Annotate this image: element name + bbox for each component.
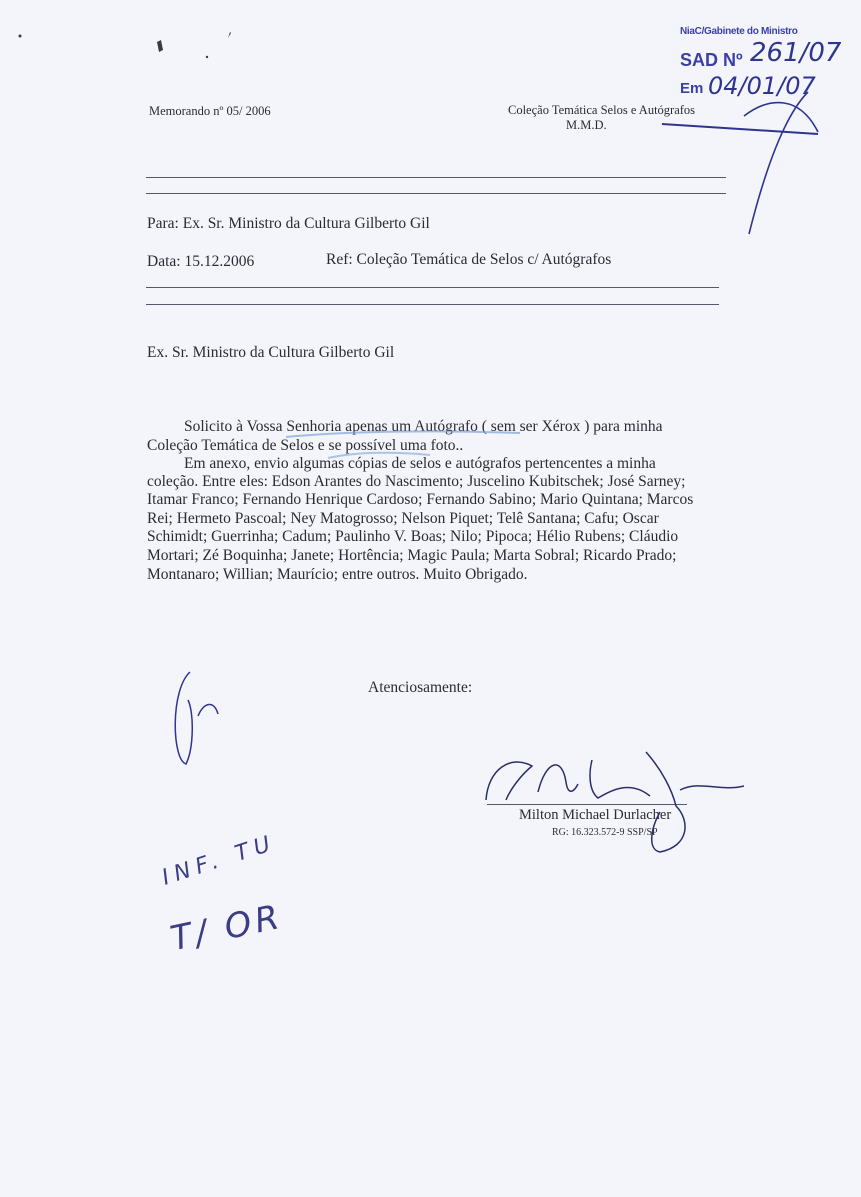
signer-name: Milton Michael Durlacher — [519, 807, 672, 823]
scan-specks — [19, 32, 232, 58]
handwritten-annotation: T/ OR — [167, 896, 287, 960]
body-line: Mortari; Zé Boquinha; Janete; Hortência; Magic Paula; Marta Sobral; Ricardo Prado; — [147, 547, 677, 564]
initials-mark — [175, 672, 218, 764]
stamp-em-date: 04/01/07 — [708, 72, 816, 100]
stamp-em-label: Em — [680, 80, 704, 97]
body-line: Em anexo, envio algumas cópias de selos e autógrafos pertencentes a minha — [184, 455, 656, 472]
org-name: Coleção Temática Selos e Autógrafos — [508, 103, 696, 117]
stamp-sad-number: 261/07 — [750, 38, 842, 68]
org-initials: M.M.D. — [566, 118, 607, 132]
highlight-mark — [328, 453, 430, 458]
body-line: Rei; Hermeto Pascoal; Ney Matogrosso; Nelson Piquet; Telê Santana; Cafu; Oscar — [147, 510, 659, 527]
signature-scribble — [486, 752, 744, 852]
body-line: Montanaro; Willian; Maurício; entre outros. Muito Obrigado. — [147, 566, 528, 583]
body-line: coleção. Entre eles: Edson Arantes do Nascimento; Juscelino Kubitschek; José Sarney; — [147, 473, 686, 490]
stamp-pen-stroke — [749, 92, 808, 234]
closing: Atenciosamente: — [368, 679, 473, 696]
stamp-sad-label: SAD Nº — [680, 50, 743, 70]
stamp-office: NiaC/Gabinete do Ministro — [680, 26, 798, 37]
recipient-line: Para: Ex. Sr. Ministro da Cultura Gilberto Gil — [147, 215, 430, 232]
salutation: Ex. Sr. Ministro da Cultura Gilberto Gil — [147, 344, 395, 361]
stamp-initial — [744, 103, 818, 132]
memo-number: Memorando nº 05/ 2006 — [149, 104, 271, 118]
highlight-mark — [286, 431, 520, 437]
body-line: Itamar Franco; Fernando Henrique Cardoso; Fernando Sabino; Mario Quintana; Marcos — [147, 491, 694, 508]
reference-line: Ref: Coleção Temática de Selos c/ Autógrafos — [326, 251, 612, 268]
stamp-underline — [662, 124, 818, 134]
body-line: Coleção Temática de Selos e se possível uma foto.. — [147, 437, 464, 454]
handwritten-annotation: INF. TU — [159, 830, 280, 891]
body-line: Solicito à Vossa Senhoria apenas um Autógrafo ( sem ser Xérox ) para minha — [184, 418, 663, 435]
body-line: Schimidt; Guerrinha; Cadum; Paulinho V. Boas; Nilo; Pipoca; Hélio Rubens; Cláudio — [147, 528, 679, 545]
date-line: Data: 15.12.2006 — [147, 253, 255, 270]
signer-id: RG: 16.323.572-9 SSP/SP — [552, 827, 658, 838]
